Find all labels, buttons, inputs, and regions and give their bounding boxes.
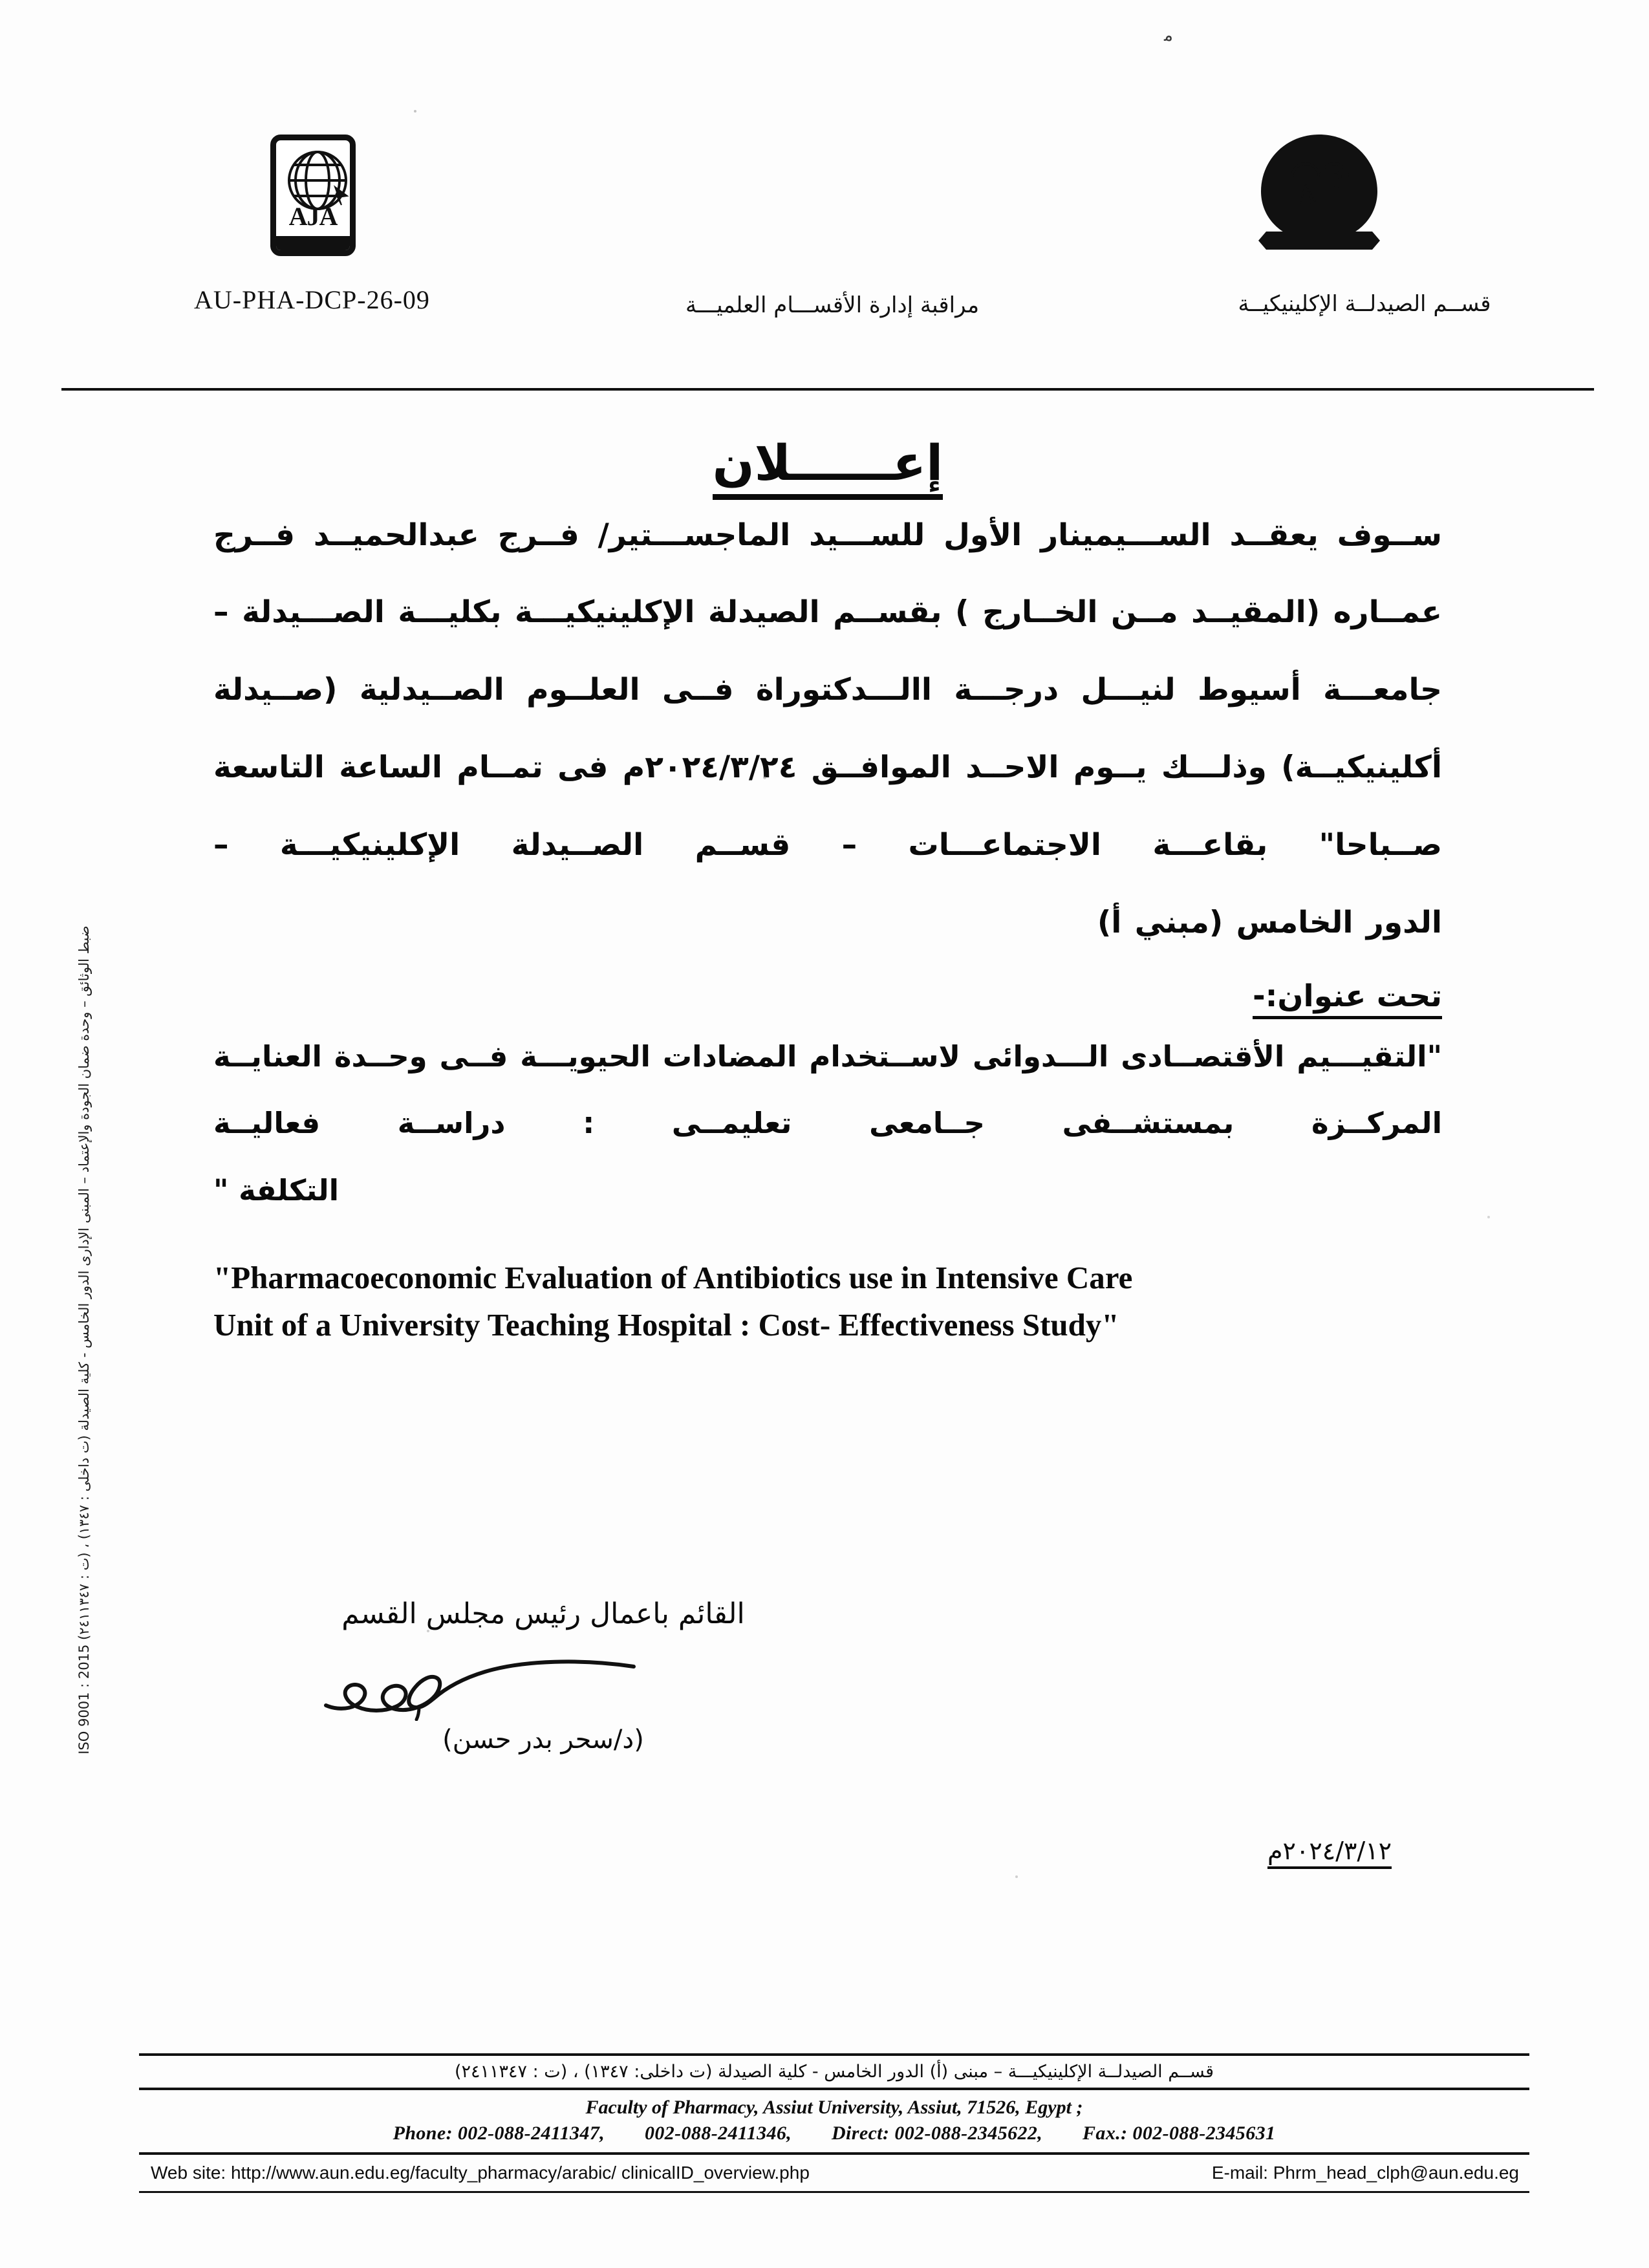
footer-phone-line — [139, 2120, 1529, 2152]
document-code: AU-PHA-DCP-26-09 — [194, 285, 430, 314]
footer-divider-bottom — [139, 2191, 1529, 2193]
arabic-title-line: "التقيـــيم الأقتصــادى الـــدوائى لاســتخدام المضادات الحيويـــة فــى — [439, 1039, 1443, 1074]
paragraph-line: الإكلينيكيـــة بكليـــة الصـــيدلة – جامعـــة أسيوط لنيـــل درجـــة — [213, 594, 1442, 708]
footer-phone-alt: 002-088-2411346, — [644, 2122, 792, 2144]
arabic-title-line: وحــدة العنايــة المركــزة بمستشــفى جــامعى تعليمــى : دراســة فعاليــة — [213, 1039, 1442, 1141]
thesis-title-arabic — [213, 1023, 1442, 1224]
scan-speck — [1015, 1875, 1018, 1878]
aja-wordmark: AJA — [288, 202, 338, 231]
document-footer — [139, 2053, 1529, 2193]
paragraph-line: عبدالحميــد فــرج عمــاره (المقيــد مــن الخــارج ) بقســم الصيدلة — [213, 517, 1442, 631]
paragraph-line: الدور الخامس (مبني أ) — [1097, 904, 1442, 940]
signature-icon — [246, 1650, 647, 1721]
thesis-title-english — [213, 1255, 1442, 1348]
announcement-paragraph — [213, 497, 1442, 962]
signature-date: ٢٠٢٤/٣/١٢م — [1267, 1837, 1392, 1869]
under-title-text: تحت عنوان:- — [1253, 978, 1442, 1019]
announcement-title-text: إعــــــلان — [713, 434, 943, 500]
footer-email[interactable]: E-mail: Phrm_head_clph@aun.edu.eg — [1211, 2163, 1519, 2183]
document-header — [0, 0, 1649, 388]
footer-web-email-row — [139, 2155, 1529, 2191]
paragraph-line: ســوف يعقــد الســـيمينار الأول للســـيد الماجســـتير/ فــرج — [497, 517, 1443, 553]
scan-speck — [763, 776, 766, 779]
paragraph-line: االـــدكتوراة فــى العلــوم الصــيدلية (صــيدلة أكلينيكيــة) وذلـــك — [213, 672, 1442, 786]
scan-speck — [1487, 1216, 1490, 1218]
handwritten-signature — [233, 1650, 854, 1721]
arabic-title-line: التكلفة " — [213, 1172, 339, 1207]
aja-certification-logo — [270, 135, 356, 256]
signatory-name: (د/سحر بدر حسن) — [442, 1725, 644, 1755]
english-title-line: Unit of a University Teaching Hospital : Cost- Effectiveness Study" — [213, 1306, 1119, 1343]
under-title-label — [213, 978, 1442, 1014]
paragraph-line: يــوم الاحــد الموافــق ٢٠٢٤/٣/٢٤م فى تمــام الساعة التاسعة — [213, 750, 1147, 786]
stray-ink-mark: ﻣ — [1164, 26, 1173, 45]
announcement-title — [213, 436, 1442, 490]
scan-speck — [414, 110, 416, 113]
signatory-role: القائم باعمال رئيس مجلس القسم — [341, 1597, 745, 1630]
signature-block — [233, 1597, 854, 1755]
footer-direct: Direct: 002-088-2345622, — [831, 2122, 1043, 2144]
header-center-label: مراقبة إدارة الأقســـام العلميـــة — [685, 292, 980, 318]
footer-address-line: Faculty of Pharmacy, Assiut University, Assiut, 71526, Egypt ; — [585, 2097, 1083, 2118]
paragraph-line: صــباحا" بقاعـــة الاجتماعـــات – قســم الصــيدلة الإكلينيكيـــة – — [213, 826, 1442, 863]
footer-fax: Fax.: 002-088-2345631 — [1083, 2122, 1276, 2144]
department-name-label: قســم الصيدلــة الإكلينيكيــة — [1238, 291, 1491, 317]
header-divider — [61, 388, 1594, 391]
aja-logo-bar — [276, 236, 350, 250]
side-vertical-note: ضبط الوثائق – وحدة ضمان الجودة والإعتماد – المبنى الإدارى الدور الخامس - كلية الصيدلة (ت داخلى : ١٣٤٧) ، (ت : ٢٤١١٣٤٧) ISO 9001 : 2015 — [76, 925, 92, 1755]
english-title-line: "Pharmacoeconomic Evaluation of Antibiotics use in Intensive Care — [213, 1260, 1133, 1296]
faculty-seal-icon — [1248, 129, 1390, 252]
scan-speck — [427, 1630, 429, 1632]
footer-arabic-address: قســم الصيدلــة الإكلينيكيـــة – مبنى (أ) الدور الخامس - كلية الصيدلة (ت داخلى: ١٣٤٧) ، (ت : ٢٤١١٣٤٧) — [454, 2062, 1214, 2082]
footer-phone: Phone: 002-088-2411347, — [393, 2122, 605, 2144]
footer-website[interactable]: Web site: http://www.aun.edu.eg/faculty_pharmacy/arabic/ clinicalID_overview.php — [151, 2163, 810, 2183]
announcement-body — [213, 427, 1442, 1348]
